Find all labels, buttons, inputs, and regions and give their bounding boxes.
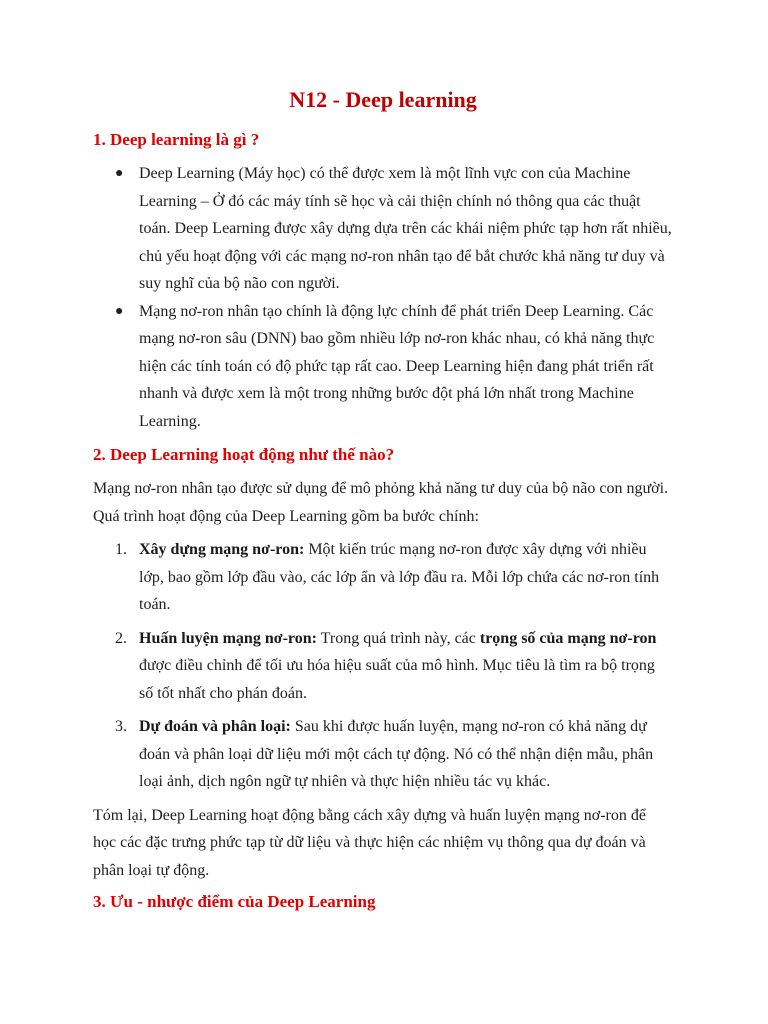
section-3-heading: 3. Ưu - nhược điểm của Deep Learning xyxy=(93,892,376,911)
section-2-intro: Mạng nơ-ron nhân tạo được sử dụng để mô phỏng khả năng tư duy của bộ não con người. Quá trình hoạt động của Deep Learning gồm ba bước chính: xyxy=(93,480,669,525)
bullet-icon: ● xyxy=(115,303,124,319)
step-number: 1. xyxy=(115,541,127,558)
step-bold-term: trọng số của mạng nơ-ron xyxy=(479,629,657,647)
step-item xyxy=(93,536,673,619)
step-item xyxy=(93,713,673,796)
step-number: 2. xyxy=(115,629,127,647)
step-label: Huấn luyện mạng nơ-ron: xyxy=(139,629,317,647)
section-1-bullet-list xyxy=(93,160,673,435)
section-2-heading: 2. Deep Learning hoạt động như thế nào? xyxy=(93,445,395,464)
step-text: Sau khi được huấn luyện, mạng nơ-ron có khả năng dự đoán và phân loại dữ liệu mới một cách tự động. Nó có thể nhận diện mẫu, phân loại ảnh, dịch ngôn ngữ tự nhiên và thực hiện nhiều tác vụ khác. xyxy=(139,718,654,790)
step-item xyxy=(93,625,673,708)
bullet-item xyxy=(93,160,673,298)
step-text: Một kiến trúc mạng nơ-ron được xây dựng với nhiều lớp, bao gồm lớp đầu vào, các lớp ẩn và lớp đầu ra. Mỗi lớp chứa các nơ-ron tính toán. xyxy=(139,541,660,613)
document-title: N12 - Deep learning xyxy=(289,87,477,112)
step-text: Trong quá trình này, các xyxy=(316,629,480,647)
step-label: Xây dựng mạng nơ-ron: xyxy=(139,541,305,558)
step-text: được điều chỉnh để tối ưu hóa hiệu suất của mô hình. Mục tiêu là tìm ra bộ trọng số tốt nhất cho phán đoán. xyxy=(139,657,655,702)
section-2-summary: Tóm lại, Deep Learning hoạt động bằng cách xây dựng và huấn luyện mạng nơ-ron để học các đặc trưng phức tạp từ dữ liệu và thực hiện các nhiệm vụ thông qua dự đoán và phân loại tự động. xyxy=(93,806,646,879)
section-2-steps-list xyxy=(93,536,673,796)
bullet-text: Mạng nơ-ron nhân tạo chính là động lực chính để phát triển Deep Learning. Các mạng nơ-ron sâu (DNN) bao gồm nhiều lớp nơ-ron khác nhau, có khả năng thực hiện các tính toán có độ phức tạp rất cao. Deep Learning hiện đang phát triển rất nhanh và được xem là một trong những bước đột phá lớn nhất trong Machine Learning. xyxy=(139,302,655,430)
bullet-item xyxy=(93,298,673,436)
step-number: 3. xyxy=(115,718,127,735)
section-1-heading: 1. Deep learning là gì ? xyxy=(93,130,260,149)
bullet-icon: ● xyxy=(115,166,124,181)
step-label: Dự đoán và phân loại: xyxy=(139,718,291,735)
bullet-text: Deep Learning (Máy học) có thể được xem là một lĩnh vực con của Machine Learning – Ở đó các máy tính sẽ học và cải thiện chính nó thông qua các thuật toán. Deep Learning được xây dựng dựa trên các khái niệm phức tạp hơn rất nhiều, chủ yếu hoạt động với các mạng nơ-ron nhân tạo để bắt chước khả năng tư duy và suy nghĩ của bộ não con người. xyxy=(139,165,672,292)
document-page xyxy=(93,84,673,922)
